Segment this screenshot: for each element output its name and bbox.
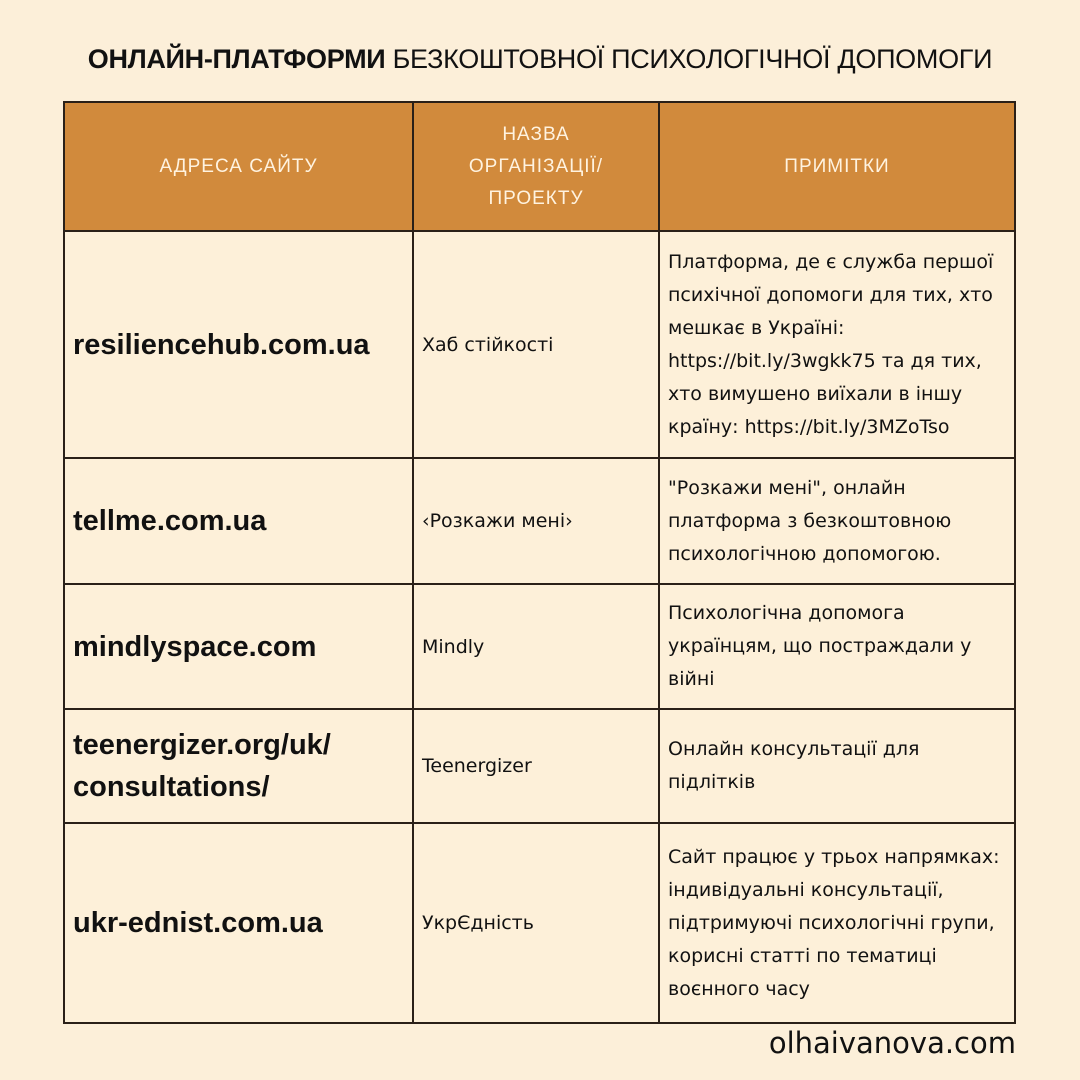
footer-website: olhaivanova.com (768, 1026, 1016, 1060)
table-row (64, 458, 1015, 584)
title-bold: ОНЛАЙН-ПЛАТФОРМИ (87, 44, 386, 74)
site-cell: tellme.com.ua (64, 458, 413, 584)
page-title (0, 44, 1080, 75)
header-notes: ПРИМІТКИ (659, 102, 1015, 231)
name-cell: Хаб стійкості (413, 231, 659, 458)
title-rest: БЕЗКОШТОВНОЇ ПСИХОЛОГІЧНОЇ ДОПОМОГИ (385, 44, 993, 74)
site-cell: mindlyspace.com (64, 584, 413, 709)
table-row (64, 709, 1015, 823)
site-cell: ukr-ednist.com.ua (64, 823, 413, 1023)
name-cell: Teenergizer (413, 709, 659, 823)
name-cell: ‹Розкажи мені› (413, 458, 659, 584)
note-cell: Сайт працює у трьох напрямках: індивідуальні консультації, підтримуючі психологічні групи, корисні статті по тематиці воєнного часу (659, 823, 1015, 1023)
table-row (64, 584, 1015, 709)
table-row (64, 231, 1015, 458)
note-cell: "Розкажи мені", онлайн платформа з безкоштовною психологічною допомогою. (659, 458, 1015, 584)
note-cell: Онлайн консультації для підлітків (659, 709, 1015, 823)
site-cell: teenergizer.org/uk/ consultations/ (64, 709, 413, 823)
name-cell: Mindly (413, 584, 659, 709)
platforms-table (63, 101, 1016, 1024)
note-cell: Психологічна допомога українцям, що постраждали у війні (659, 584, 1015, 709)
note-cell: Платформа, де є служба першої психічної допомоги для тих, хто мешкає в Україні: https://bit.ly/3wgkk75 та дя тих, хто вимушено виїхали в іншу країну: https://bit.ly/3MZoTso (659, 231, 1015, 458)
name-cell: УкрЄдність (413, 823, 659, 1023)
table-header (64, 102, 1015, 231)
site-cell: resiliencehub.com.ua (64, 231, 413, 458)
header-name: НАЗВА ОРГАНІЗАЦІЇ/ ПРОЕКТУ (413, 102, 659, 231)
table-row (64, 823, 1015, 1023)
header-site: АДРЕСА САЙТУ (64, 102, 413, 231)
